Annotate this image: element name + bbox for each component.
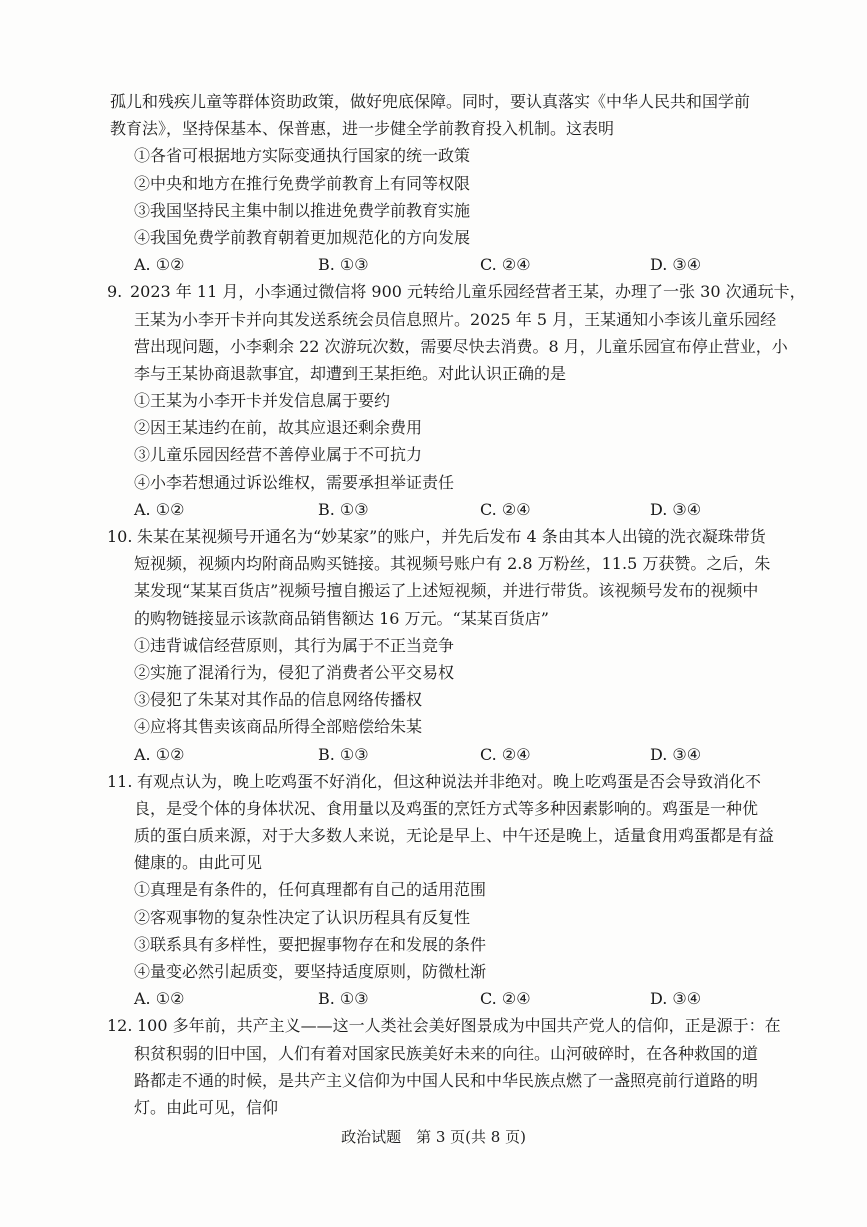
question-9 [107,278,806,523]
q8-choice-c: C. ②④ [480,255,531,275]
q9-statement-2: ②因王某违约在前，故其应退还剩余费用 [134,418,423,438]
q11-choice-c: C. ②④ [480,989,531,1009]
question-8 [110,88,800,278]
question-10 [107,523,800,768]
q9-statement-3: ③儿童乐园因经营不善停业属于不可抗力 [134,445,423,465]
q8-choices [110,251,800,278]
question-12-line-2: 积贫积弱的旧中国，人们有着对国家民族美好未来的向往。山河破碎时，在各种救国的道 [134,1043,759,1063]
question-8-line-2: 教育法》，坚持保基本、保普惠，进一步健全学前教育投入机制。这表明 [110,119,615,139]
question-10-line-3: 某发现“某某百货店”视频号擅自搬运了上述短视频，并进行带货。该视频号发布的视频中 [134,581,759,601]
q10-statement-4: ④应将其售卖该商品所得全部赔偿给朱某 [134,717,423,737]
q8-statement-2: ②中央和地方在推行免费学前教育上有同等权限 [134,173,471,193]
page-footer: 政治试题 第 3 页(共 8 页) [341,1128,526,1146]
question-10-line-1: 朱某在某视频号开通名为“妙某家”的账户，并先后发布 4 条由其本人出镜的洗衣凝珠带货 [137,527,766,546]
q10-choice-a: A. ①② [134,744,185,764]
question-11-first-line [107,768,800,795]
question-11-line-4: 健康的。由此可见 [134,853,263,873]
q9-statement-1: ①王某为小李开卡并发信息属于要约 [134,391,391,411]
q8-statement-3: ③我国坚持民主集中制以推进免费学前教育实施 [134,200,471,220]
q10-statement-1: ①违背诚信经营原则，其行为属于不正当竞争 [134,635,455,655]
q10-statement-2: ②实施了混淆行为，侵犯了消费者公平交易权 [134,662,455,682]
question-9-line-3: 营出现问题，小李剩余 22 次游玩次数，需要尽快去消费。8 月，儿童乐园宣布停止营业，小 [134,336,788,356]
q8-statement-1: ①各省可根据地方实际变通执行国家的统一政策 [134,146,471,166]
q11-statement-1: ①真理是有条件的，任何真理都有自己的适用范围 [134,880,487,900]
q9-choice-c: C. ②④ [480,499,531,519]
q10-statement-3: ③侵犯了朱某对其作品的信息网络传播权 [134,690,423,710]
q8-choice-a: A. ①② [134,255,185,275]
question-11-number: 11. [107,771,133,791]
question-9-line-2: 王某为小李开卡并向其发送系统会员信息照片。2025 年 5 月，王某通知小李该儿童乐园经 [134,309,777,329]
question-10-number: 10. [107,527,133,546]
question-12 [107,1012,800,1121]
question-10-first-line [107,523,800,550]
question-11 [107,768,800,1013]
question-12-line-3: 路都走不通的时候，是共产主义信仰为中国人民和中华民族点燃了一盏照亮前行道路的明 [134,1070,759,1090]
question-12-first-line [107,1012,800,1039]
q11-statement-2: ②客观事物的复杂性决定了认识历程具有反复性 [134,907,471,927]
question-9-first-line [107,278,806,305]
question-12-line-1: 100 多年前，共产主义——这一人类社会美好图景成为中国共产党人的信仰，正是源于：在 [137,1016,781,1036]
q8-statement-4: ④我国免费学前教育朝着更加规范化的方向发展 [134,227,471,247]
question-11-line-2: 良，是受个体的身体状况、食用量以及鸡蛋的烹饪方式等多种因素影响的。鸡蛋是一种优 [134,798,759,818]
q9-choice-a: A. ①② [134,499,185,519]
q10-choice-b: B. ①③ [318,744,369,764]
question-9-line-4: 李与王某协商退款事宜，却遭到王某拒绝。对此认识正确的是 [134,363,567,383]
q11-choice-d: D. ③④ [650,989,702,1009]
exam-content [107,88,806,1121]
question-8-line-1: 孤儿和残疾儿童等群体资助政策，做好兜底保障。同时，要认真落实《中华人民共和国学前 [110,92,751,111]
q9-choices [110,496,800,523]
question-10-line-2: 短视频，视频内均附商品购买链接。其视频号账户有 2.8 万粉丝，11.5 万获赞。之后，朱 [134,554,771,574]
question-9-number: 9. [107,282,123,302]
question-10-line-4: 的购物链接显示该款商品销售额达 16 万元。“某某百货店” [134,608,549,628]
q11-choices [110,985,800,1012]
question-9-line-1: 2023 年 11 月，小李通过微信将 900 元转给儿童乐园经营者王某，办理了一张 30 次通玩卡， [130,282,806,302]
q8-choice-d: D. ③④ [650,255,702,275]
q9-choice-d: D. ③④ [650,499,702,519]
q9-choice-b: B. ①③ [318,499,369,519]
q10-choice-c: C. ②④ [480,744,531,764]
question-12-number: 12. [107,1016,133,1036]
q11-choice-b: B. ①③ [318,989,369,1009]
q9-statement-4: ④小李若想通过诉讼维权，需要承担举证责任 [134,472,455,492]
question-11-line-3: 质的蛋白质来源，对于大多数人来说，无论是早上、中午还是晚上，适量食用鸡蛋都是有益 [134,826,775,846]
question-12-line-4: 灯。由此可见，信仰 [134,1097,279,1117]
question-11-line-1: 有观点认为，晚上吃鸡蛋不好消化，但这种说法并非绝对。晚上吃鸡蛋是否会导致消化不 [137,771,762,791]
q11-statement-3: ③联系具有多样性，要把握事物存在和发展的条件 [134,934,487,954]
q11-choice-a: A. ①② [134,989,185,1009]
q10-choices [110,741,800,768]
q8-choice-b: B. ①③ [318,255,369,275]
q11-statement-4: ④量变必然引起质变，要坚持适度原则，防微杜渐 [134,962,487,981]
q10-choice-d: D. ③④ [650,744,702,764]
